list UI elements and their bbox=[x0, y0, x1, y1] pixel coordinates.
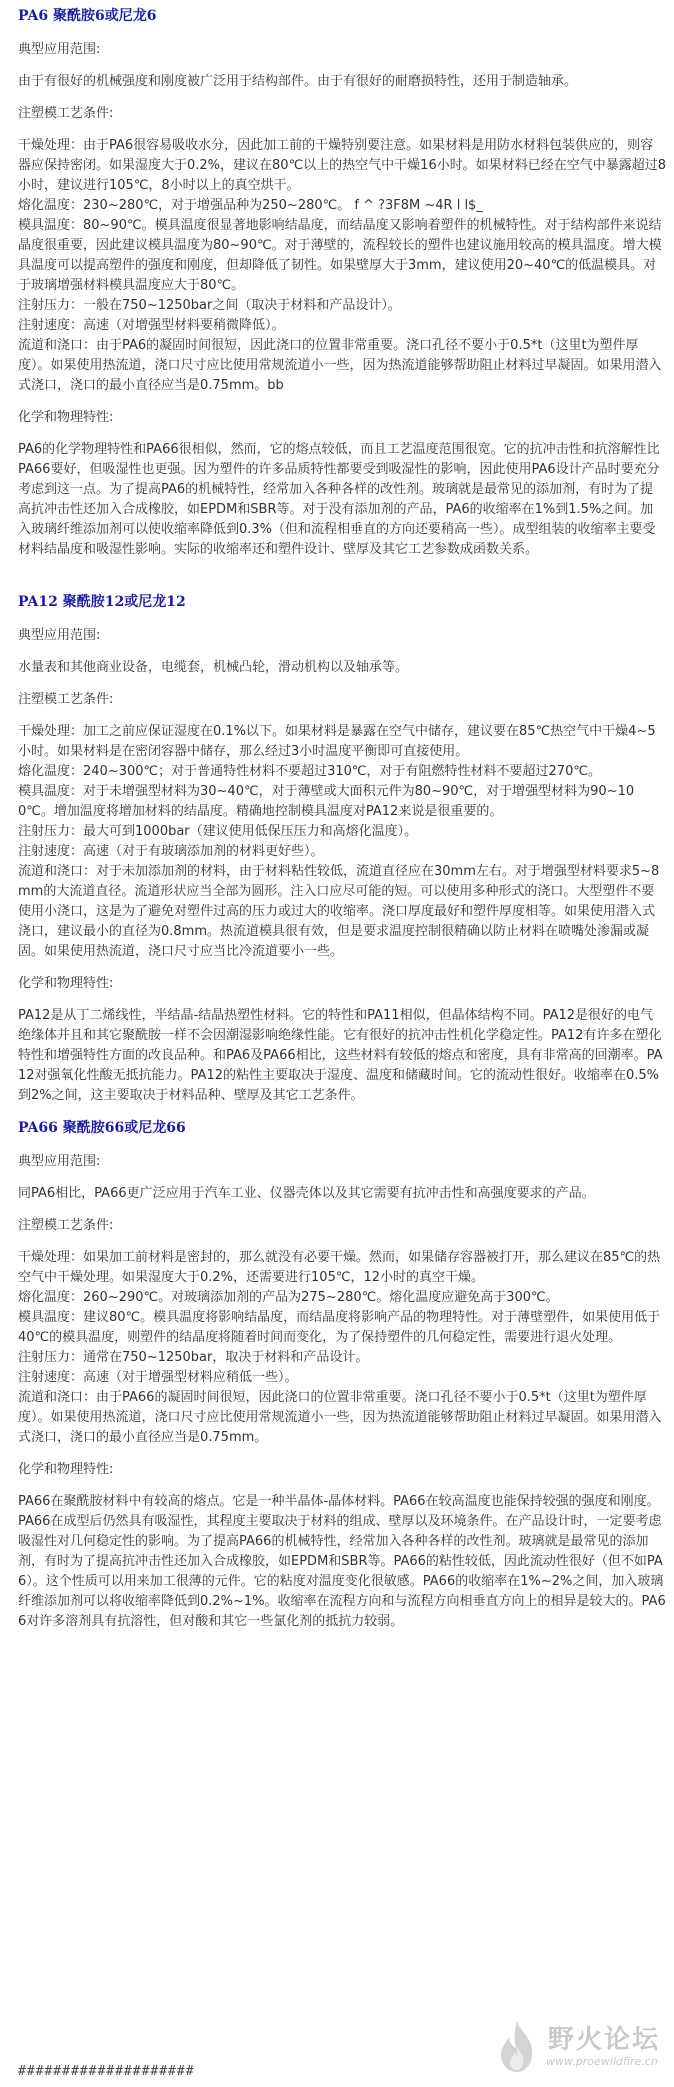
mold-temp-text: 模具温度：建议80℃。模具温度将影响结晶度，而结晶度将影响产品的物理特性。对于薄壁塑件，如果使用低于40℃的模具温度，则塑件的结晶度将随着时间而变化，为了保持塑件的几何稳定性，需要进行退火处理。 bbox=[18, 1310, 661, 1345]
chem-text: PA66在聚酰胺材料中有较高的熔点。它是一种半晶体-晶体材料。PA66在较高温度也能保持较强的强度和刚度。PA66在成型后仍然具有吸湿性，其程度主要取决于材料的组成、壁厚以及环境条件。在产品设计时，一定要考虑吸湿性对几何稳定性的影响。为了提高PA66的机械特性，经常加入各种各样的改性剂。玻璃就是最常见的添加剂，有时为了提高抗冲击性还加入合成橡胶，如EPDM和SBR等。PA66的粘性较低，因此流动性很好（但不如PA6）。这个性质可以用来加工很薄的元件。它的粘度对温度变化很敏感。PA66的收缩率在1%~2%之间，加入玻璃纤维添加剂可以将收缩率降低到0.2%~1%。收缩率在流程方向和与流程方向相垂直方向上的相异是较大的。PA66对许多溶剂具有抗溶性，但对酸和其它一些氯化剂的抵抗力较弱。 bbox=[18, 1494, 666, 1629]
injection-speed-text: 注射速度：高速（对于有玻璃添加剂的材料更好些）。 bbox=[18, 844, 324, 859]
process-conditions bbox=[18, 1248, 666, 1448]
runner-gate-text: 流道和浇口：由于PA66的凝固时间很短，因此浇口的位置非常重要。浇口孔径不要小于0.5*t（这里t为塑件厚度）。如果使用热流道，浇口尺寸应比使用常规流道小一些，因为热流道能够帮助阻止材料过早凝固。如果用潜入式浇口，浇口的最小直径应当是0.75mm。 bbox=[18, 1390, 662, 1445]
section-divider bbox=[18, 572, 666, 592]
section-title: PA66 聚酰胺66或尼龙66 bbox=[18, 1120, 186, 1136]
drying-text: 干燥处理：加工之前应保证湿度在0.1%以下。如果材料是暴露在空气中储存，建议要在85℃热空气中干燥4~5小时。如果材料是在密闭容器中储存，那么经过3小时温度平衡即可直接使用。 bbox=[18, 724, 656, 759]
section-pa12 bbox=[18, 592, 666, 1106]
flame-icon bbox=[490, 2017, 544, 2075]
application-label: 典型应用范围: bbox=[18, 42, 101, 57]
melt-temp-text: 熔化温度：240~300℃；对于普通特性材料不要超过310℃，对于有阻燃特性材料不要超过270℃。 bbox=[18, 764, 601, 779]
section-pa6 bbox=[18, 6, 666, 560]
application-text: 由于有很好的机械强度和刚度被广泛用于结构部件。由于有很好的耐磨损特性，还用于制造轴承。 bbox=[18, 74, 578, 89]
chem-label: 化学和物理特性: bbox=[18, 976, 114, 991]
site-watermark bbox=[490, 2017, 660, 2077]
mold-temp-text: 模具温度：对于未增强型材料为30~40℃，对于薄壁或大面积元件为80~90℃，对于增强型材料为90~100℃。增加温度将增加材料的结晶度。精确地控制模具温度对PA12来说是很重要的。 bbox=[18, 784, 635, 819]
melt-temp-text: 熔化温度：230~280℃，对于增强品种为250~280℃。 f ^ ?3F8M ~4R l l$_ bbox=[18, 198, 483, 213]
section-pa66 bbox=[18, 1118, 666, 1632]
process-label: 注塑模工艺条件: bbox=[18, 106, 114, 121]
mold-temp-text: 模具温度：80~90℃。模具温度很显著地影响结晶度，而结晶度又影响着塑件的机械特性。对于结构部件来说结晶度很重要，因此建议模具温度为80~90℃。对于薄壁的，流程较长的塑件也建议施用较高的模具温度。增大模具温度可以提高塑件的强度和刚度，但却降低了韧性。如果壁厚大于3mm，建议使用20~40℃的低温模具。对于玻璃增强材料模具温度应大于80℃。 bbox=[18, 218, 662, 293]
process-conditions bbox=[18, 722, 666, 962]
process-label: 注塑模工艺条件: bbox=[18, 1218, 114, 1233]
section-title: PA12 聚酰胺12或尼龙12 bbox=[18, 594, 186, 610]
application-label: 典型应用范围: bbox=[18, 1154, 101, 1169]
watermark-url: www.proewildfire.cn bbox=[546, 2055, 658, 2068]
application-text: 水量表和其他商业设备，电缆套，机械凸轮，滑动机构以及轴承等。 bbox=[18, 660, 409, 675]
footer-separator: #################### bbox=[18, 2064, 195, 2079]
chem-label: 化学和物理特性: bbox=[18, 1462, 114, 1477]
drying-text: 干燥处理：由于PA6很容易吸收水分，因此加工前的干燥特别要注意。如果材料是用防水材料包装供应的，则容器应保持密闭。如果湿度大于0.2%，建议在80℃以上的热空气中干燥16小时。如果材料已经在空气中暴露超过8小时，建议进行105℃，8小时以上的真空烘干。 bbox=[18, 138, 666, 193]
melt-temp-text: 熔化温度：260~290℃。对玻璃添加剂的产品为275~280℃。熔化温度应避免高于300℃。 bbox=[18, 1290, 559, 1305]
injection-pressure-text: 注射压力：一般在750~1250bar之间（取决于材料和产品设计）。 bbox=[18, 298, 401, 313]
application-label: 典型应用范围: bbox=[18, 628, 101, 643]
chem-text: PA6的化学物理特性和PA66很相似，然而，它的熔点较低，而且工艺温度范围很宽。它的抗冲击性和抗溶解性比PA66要好，但吸湿性也更强。因为塑件的许多品质特性都要受到吸湿性的影响，因此使用PA6设计产品时要充分考虑到这一点。为了提高PA6的机械特性，经常加入各种各样的改性剂。玻璃就是最常见的添加剂，有时为了提高抗冲击性还加入合成橡胶，如EPDM和SBR等。对于没有添加剂的产品，PA6的收缩率在1%到1.5%之间。加入玻璃纤维添加剂可以使收缩率降低到0.3%（但和流程相垂直的方向还要稍高一些）。成型组装的收缩率主要受材料结晶度和吸湿性影响。实际的收缩率还和塑件设计、壁厚及其它工艺参数成函数关系。 bbox=[18, 442, 660, 557]
injection-speed-text: 注射速度：高速（对于增强型材料应稍低一些）。 bbox=[18, 1370, 298, 1385]
drying-text: 干燥处理：如果加工前材料是密封的，那么就没有必要干燥。然而，如果储存容器被打开，那么建议在85℃的热空气中干燥处理。如果湿度大于0.2%，还需要进行105℃，12小时的真空干燥。 bbox=[18, 1250, 661, 1285]
injection-pressure-text: 注射压力：通常在750~1250bar，取决于材料和产品设计。 bbox=[18, 1350, 369, 1365]
injection-pressure-text: 注射压力：最大可到1000bar（建议使用低保压压力和高熔化温度）。 bbox=[18, 824, 418, 839]
chem-label: 化学和物理特性: bbox=[18, 410, 114, 425]
runner-gate-text: 流道和浇口：由于PA6的凝固时间很短，因此浇口的位置非常重要。浇口孔径不要小于0.5*t（这里t为塑件厚度）。如果使用热流道，浇口尺寸应比使用常规流道小一些，因为热流道能够帮助阻止材料过早凝固。如果用潜入式浇口，浇口的最小直径应当是0.75mm。bb bbox=[18, 338, 662, 393]
process-conditions bbox=[18, 136, 666, 396]
application-text: 同PA6相比，PA66更广泛应用于汽车工业、仪器壳体以及其它需要有抗冲击性和高强度要求的产品。 bbox=[18, 1186, 595, 1201]
injection-speed-text: 注射速度：高速（对增强型材料要稍微降低）。 bbox=[18, 318, 285, 333]
watermark-text: 野火论坛 bbox=[548, 2025, 661, 2055]
process-label: 注塑模工艺条件: bbox=[18, 692, 114, 707]
chem-text: PA12是从丁二烯线性，半结晶-结晶热塑性材料。它的特性和PA11相似，但晶体结构不同。PA12是很好的电气绝缘体并且和其它聚酰胺一样不会因潮湿影响绝缘性能。它有很好的抗冲击性机化学稳定性。PA12有许多在塑化特性和增强特性方面的改良品种。和PA6及PA66相比，这些材料有较低的熔点和密度，具有非常高的回潮率。PA12对强氧化性酸无抵抗能力。PA12的粘性主要取决于湿度、温度和储藏时间。它的流动性很好。收缩率在0.5%到2%之间，这主要取决于材料品种、壁厚及其它工艺条件。 bbox=[18, 1008, 663, 1103]
runner-gate-text: 流道和浇口：对于未加添加剂的材料，由于材料粘性较低，流道直径应在30mm左右。对于增强型材料要求5~8mm的大流道直径。流道形状应当全部为圆形。注入口应尽可能的短。可以使用多种形式的浇口。大型塑件不要使用小浇口，这是为了避免对塑件过高的压力或过大的收缩率。浇口厚度最好和塑件厚度相等。如果使用潜入式浇口，建议最小的直径为0.8mm。热流道模具很有效，但是要求温度控制很精确以防止材料在喷嘴处渗漏或凝固。如果使用热流道，浇口尺寸应当比冷流道要小一些。 bbox=[18, 864, 660, 959]
section-title: PA6 聚酰胺6或尼龙6 bbox=[18, 8, 157, 24]
